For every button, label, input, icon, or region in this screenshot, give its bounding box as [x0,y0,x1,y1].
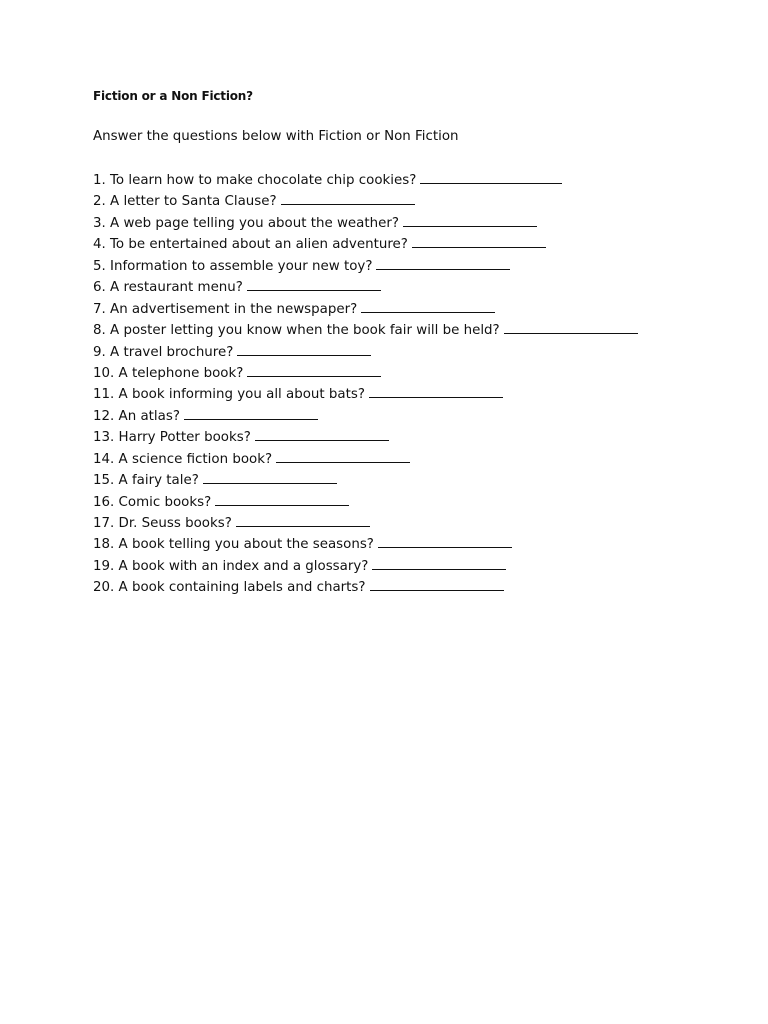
question-text: 15. A fairy tale? [93,473,199,489]
question-text: 3. A web page telling you about the weather? [93,215,399,231]
question-text: 17. Dr. Seuss books? [93,516,232,531]
question-text: 19. A book with an index and a glossary? [93,558,369,574]
question-item [93,556,638,577]
question-item [93,277,638,298]
question-text: 2. A letter to Santa Clause? [93,194,277,210]
question-item [93,577,638,598]
question-text: 16. Comic books? [93,494,212,510]
question-text: 9. A travel brochure? [93,344,234,360]
question-item [93,320,638,341]
question-text: 13. Harry Potter books? [93,430,251,446]
answer-blank [203,470,337,484]
answer-blank [247,277,381,291]
answer-blank [184,406,318,420]
question-text: 14. A science fiction book? [93,451,273,467]
question-item [93,170,638,191]
question-item [93,213,638,234]
question-list [93,170,638,599]
answer-blank [420,170,562,184]
question-item [93,449,638,470]
question-item [93,384,638,405]
answer-blank [370,577,504,591]
question-text: 11. A book informing you all about bats? [93,387,365,403]
question-item [93,363,638,384]
question-text: 12. An atlas? [93,408,180,424]
answer-blank [361,299,495,313]
question-item [93,191,638,212]
question-text: 20. A book containing labels and charts? [93,580,366,596]
question-item [93,406,638,427]
worksheet-title: Fiction or a Non Fiction? [93,89,253,103]
answer-blank [412,234,546,248]
question-item [93,534,638,555]
answer-blank [247,363,381,377]
answer-blank [281,191,415,205]
answer-blank [378,534,512,548]
question-item [93,470,638,491]
answer-blank [276,449,410,463]
answer-blank [215,492,349,506]
worksheet-instructions: Answer the questions below with Fiction or Non Fiction [93,129,459,144]
answer-blank [236,513,370,527]
answer-blank [369,384,503,398]
question-text: 1. To learn how to make chocolate chip cookies? [93,173,417,188]
answer-blank [403,213,537,227]
question-item [93,492,638,513]
question-item [93,427,638,448]
answer-blank [255,427,389,441]
question-text: 5. Information to assemble your new toy? [93,258,373,274]
question-item [93,299,638,320]
question-item [93,256,638,277]
answer-blank [237,342,371,356]
question-item [93,342,638,363]
question-text: 6. A restaurant menu? [93,280,243,296]
answer-blank [376,256,510,270]
question-text: 7. An advertisement in the newspaper? [93,301,358,317]
question-text: 8. A poster letting you know when the book fair will be held? [93,323,500,339]
question-item [93,234,638,255]
answer-blank [372,556,506,570]
question-text: 4. To be entertained about an alien adventure? [93,237,408,253]
question-item [93,513,638,534]
question-text: 18. A book telling you about the seasons? [93,537,374,553]
question-text: 10. A telephone book? [93,365,244,381]
answer-blank [504,320,638,334]
